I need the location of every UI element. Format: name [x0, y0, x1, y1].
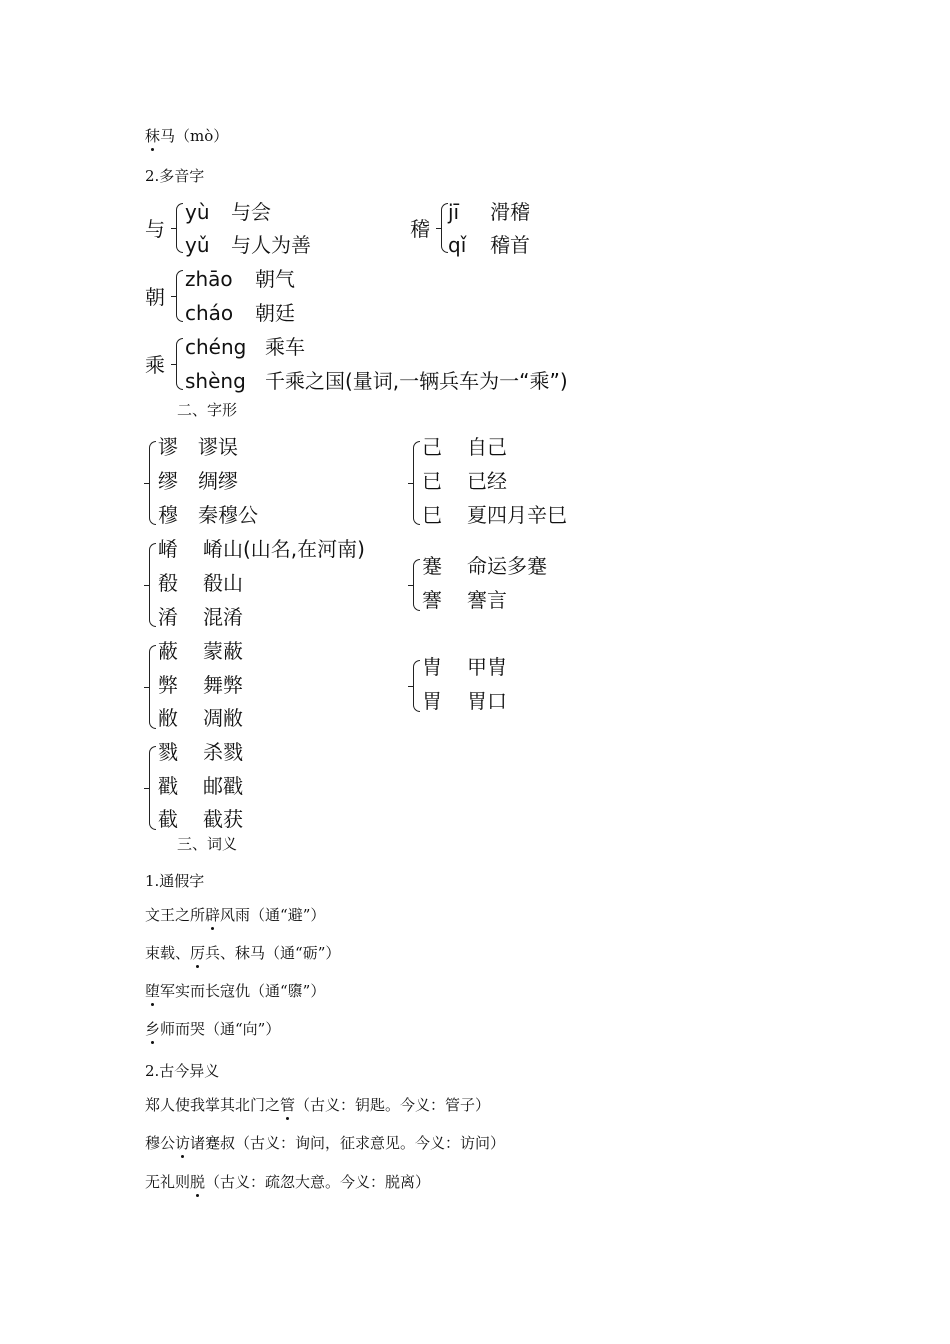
reading: shèng 千乘之国(量词,一辆兵车为一“乘”) [185, 369, 568, 393]
reading: jī 滑稽 [448, 200, 530, 224]
brace [413, 441, 420, 525]
glyph-row: 蹇 命运多蹇 [422, 554, 547, 578]
tongjia-heading: 1.通假字 [145, 872, 205, 890]
brace [441, 203, 448, 253]
reading: chéng 乘车 [185, 335, 305, 359]
top-item: 秣马（mò） [145, 127, 229, 145]
meaning-heading: 三、词义 [177, 835, 238, 853]
polyphone-char: 乘 [145, 353, 165, 377]
tongjia-item: 文王之所辟风雨（通“避”） [145, 906, 326, 924]
glyph-row: 敝 凋敝 [158, 706, 243, 730]
brace [413, 660, 420, 712]
glyph-row: 殽 殽山 [158, 571, 243, 595]
glyph-row: 胃 胃口 [422, 689, 507, 713]
glyph-row: 戮 杀戮 [158, 740, 243, 764]
glyph-row: 淆 混淆 [158, 605, 243, 629]
polyphone-char: 稽 [410, 217, 430, 241]
glyph-row: 谬 谬误 [158, 435, 238, 459]
glyph-row: 弊 舞弊 [158, 673, 243, 697]
brace [149, 645, 156, 729]
glyph-row: 巳 夏四月辛巳 [422, 503, 567, 527]
gujin-item: 郑人使我掌其北门之管（古义：钥匙。今义：管子） [145, 1096, 491, 1114]
dotted-char: 秣 [145, 127, 161, 145]
gujin-item: 无礼则脱（古义：疏忽大意。今义：脱离） [145, 1173, 431, 1191]
glyph-row: 戳 邮戳 [158, 774, 243, 798]
reading: yù 与会 [185, 200, 271, 224]
glyph-row: 缪 绸缪 [158, 469, 238, 493]
reading: yǔ 与人为善 [185, 233, 311, 257]
glyph-heading: 二、字形 [177, 401, 238, 419]
tongjia-item: 乡师而哭（通“向”） [145, 1020, 281, 1038]
gujin-heading: 2.古今异义 [145, 1062, 220, 1080]
polyphone-char: 朝 [145, 285, 165, 309]
glyph-row: 謇 謇言 [422, 588, 507, 612]
brace [176, 338, 183, 390]
brace [176, 203, 183, 253]
brace [413, 559, 420, 611]
tongjia-item: 堕军实而长寇仇（通“隳”） [145, 982, 326, 1000]
tongjia-item: 束载、厉兵、秣马（通“砺”） [145, 944, 341, 962]
glyph-row: 蔽 蒙蔽 [158, 639, 243, 663]
polyphone-char: 与 [145, 217, 165, 241]
glyph-row: 已 已经 [422, 469, 507, 493]
gujin-item: 穆公访诸蹇叔（古义：询问，征求意见。今义：访问） [145, 1134, 506, 1152]
reading: cháo 朝廷 [185, 301, 295, 325]
brace [149, 543, 156, 627]
polyphone-heading: 2.多音字 [145, 167, 205, 185]
glyph-row: 截 截获 [158, 807, 243, 831]
reading: zhāo 朝气 [185, 267, 295, 291]
glyph-row: 胄 甲胄 [422, 655, 507, 679]
glyph-row: 崤 崤山(山名,在河南) [158, 537, 365, 561]
reading: qǐ 稽首 [448, 233, 530, 257]
glyph-row: 己 自己 [422, 435, 507, 459]
brace [149, 746, 156, 830]
brace [176, 270, 183, 322]
brace [149, 441, 156, 525]
glyph-row: 穆 秦穆公 [158, 503, 258, 527]
